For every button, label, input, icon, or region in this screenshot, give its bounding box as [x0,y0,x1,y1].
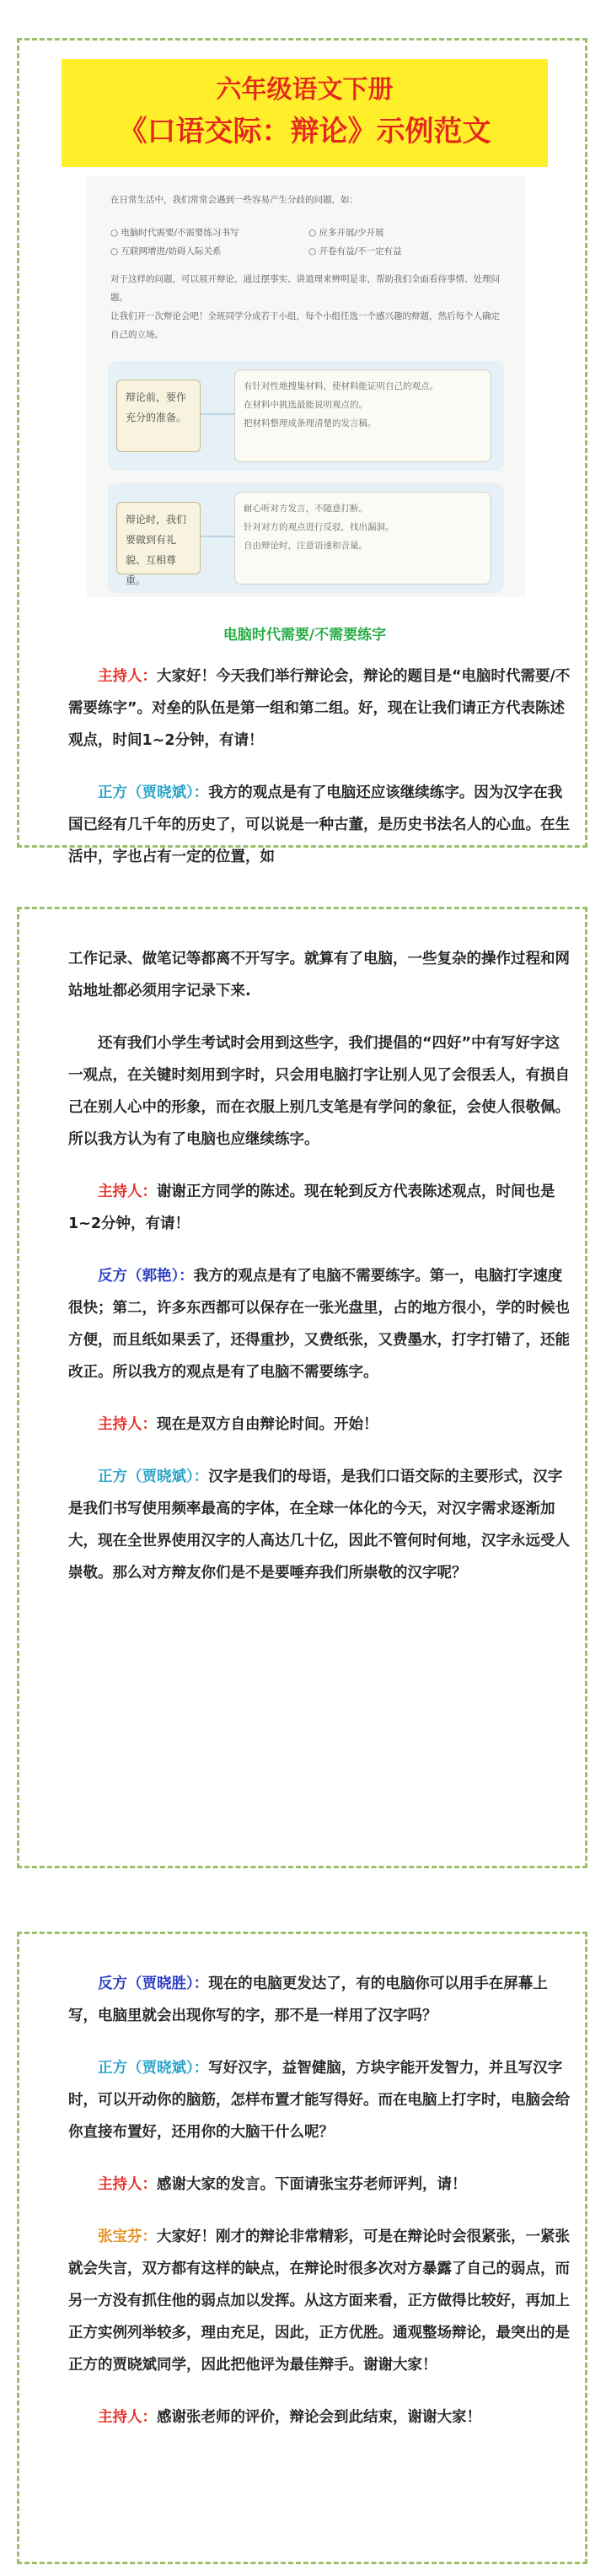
banner-subtitle: 《口语交际：辩论》示例范文 [118,115,491,148]
speech-text: 谢谢正方同学的陈述。现在轮到反方代表陈述观点，时间也是1~2分钟，有请！ [68,1183,555,1232]
speech-text: 写好汉字，益智健脑，方块字能开发智力，并且写汉字时，可以开动你的脑筋，怎样布置才能写得好。而在电脑上打字时，电脑会给你直接布置好，还用你的大脑干什么呢？ [68,2060,570,2141]
speech-text: 大家好！今天我们举行辩论会，辩论的题目是“电脑时代需要/不需要练字”。对垒的队伍是第一组和第二组。好，现在让我们请正方代表陈述观点，时间1~2分钟，有请！ [68,668,571,749]
textbook-paragraphs [110,270,507,344]
dialogue-para [68,660,574,757]
dialogue-para [68,943,574,1007]
speaker-label: 主持人： [98,2176,157,2193]
tip-line: 耐心听对方发言，不随意打断。 [244,504,367,514]
textbook-para: 让我们开一次辩论会吧！全班同学分成若干小组，每个小组任选一个感兴趣的辩题，然后每个人确定自己的立场。 [110,311,500,340]
textbook-bullet: ○ 电脑时代需要/不需要练习书写 [110,228,239,238]
speaker-label: 主持人： [98,1183,157,1200]
page-card-1 [17,38,587,865]
connector-line [201,413,234,415]
tip-line: 自由辩论时，注意语速和音量。 [244,541,367,551]
speech-text: 还有我们小学生考试时会用到这些字，我们提倡的“四好”中有写好字这一观点，在关键时刻用到字时，只会用电脑打字让别人见了会很丢人，有损自己在别人心中的形象，而在衣服上别几支笔是有学问的象征，会使人很敬佩。所以我方认为有了电脑也应继续练字。 [68,1035,570,1148]
scroll-label: 辩论时，我们要做到有礼貌、互相尊重。 [116,502,201,574]
dialogue-para [68,1409,574,1441]
tip-line: 在材料中挑选最能说明观点的。 [244,400,367,410]
dialogue-para [68,777,574,873]
dialogue-block-2 [68,943,574,1609]
dialogue-para [68,2169,574,2201]
dialogue-para [68,1260,574,1388]
speaker-label: 主持人： [98,2409,157,2426]
dialogue-para [68,2401,574,2433]
dialogue-para [68,2221,574,2381]
textbook-bullets [110,224,507,260]
page-card-3 [17,1932,587,2564]
tips-notes [234,369,491,462]
speaker-label: 反方（郭艳）： [98,1268,194,1285]
tips-panel-before [108,361,504,471]
textbook-excerpt [87,175,525,597]
speaker-label: 正方（贾晓斌）： [98,784,209,801]
speaker-label: 反方（贾晓胜）： [98,1975,209,1992]
speech-text: 大家好！刚才的辩论非常精彩，可是在辩论时会很紧张，一紧张就会失言，双方都有这样的缺点，在辩论时很多次对方暴露了自己的弱点，而另一方没有抓住他的弱点加以发挥。从这方面来看，正方做得比较好，再加上正方实例列举较多，理由充足，因此，正方优胜。通观整场辩论，最突出的是正方的贾晓斌同学，因此把他评为最佳辩手。谢谢大家！ [68,2228,570,2374]
banner-title: 六年级语文下册 [216,75,394,105]
speaker-label: 主持人： [98,668,157,685]
page-card-2 [17,907,587,1868]
tip-line: 把材料整理成条理清楚的发言稿。 [244,418,377,428]
title-banner [62,59,548,167]
speech-text: 感谢大家的发言。下面请张宝芬老师评判，请！ [157,2176,467,2193]
textbook-intro: 在日常生活中，我们常常会遇到一些容易产生分歧的问题，如： [110,195,358,205]
speech-text: 工作记录、做笔记等都离不开写字。就算有了电脑，一些复杂的操作过程和网站地址都必须用字记录下来. [68,951,570,1000]
textbook-bullet: ○ 互联网增进/妨碍人际关系 [110,246,222,256]
textbook-bullet: ○ 应多开展/少开展 [308,228,384,238]
speaker-label: 正方（贾晓斌）： [98,2060,209,2077]
speech-text: 我方的观点是有了电脑不需要练字。第一，电脑打字速度很快；第二，许多东西都可以保存在一张光盘里，占的地方很小，学的时候也方便，而且纸如果丢了，还得重抄，又费纸张，又费墨水，打字打错了，还能改正。所以我方的观点是有了电脑不需要练字。 [68,1268,570,1381]
dialogue-para [68,1176,574,1240]
speech-text: 我方的观点是有了电脑还应该继续练字。因为汉字在我国已经有几千年的历史了，可以说是一种古董，是历史书法名人的心血。在生活中，字也占有一定的位置，如 [68,784,570,865]
dialogue-para [68,1461,574,1589]
textbook-para: 对于这样的问题，可以展开辩论，通过摆事实、讲道理来辨明是非，帮助我们全面看待事情、处理问题。 [110,274,500,303]
connector-line [201,536,234,537]
dialogue-para [68,1027,574,1156]
speech-text: 感谢张老师的评价，辩论会到此结束，谢谢大家！ [157,2409,481,2426]
textbook-bullet: ○ 开卷有益/不一定有益 [308,246,402,256]
speaker-label: 主持人： [98,1416,157,1433]
dialogue-para [68,2052,574,2148]
speech-text: 现在的电脑更发达了，有的电脑你可以用手在屏幕上写，电脑里就会出现你写的字，那不是一样用了汉字吗？ [68,1975,548,2024]
tip-line: 针对对方的观点进行反驳，找出漏洞。 [244,522,394,532]
tips-panel-during [108,483,504,593]
tip-line: 有针对性地搜集材料，使材料能证明自己的观点。 [244,381,438,391]
tips-notes [234,492,491,585]
topic-title: 电脑时代需要/不需要练字 [223,627,387,644]
dialogue-block-3 [68,1968,574,2454]
speech-text: 现在是双方自由辩论时间。开始！ [157,1416,378,1433]
dialogue-para [68,1968,574,2032]
speech-text: 汉字是我们的母语，是我们口语交际的主要形式，汉字是我们书写使用频率最高的字体，在全球一体化的今天，对汉字需求逐渐加大，现在全世界使用汉字的人高达几十亿，因此不管何时何地，汉字永远受人崇敬。那么对方辩友你们是不是要唾弃我们所崇敬的汉字呢？ [68,1469,570,1582]
speaker-label: 张宝芬： [98,2228,157,2245]
dialogue-block-1 [68,660,574,893]
scroll-label: 辩论前，要作充分的准备。 [116,380,201,452]
speaker-label: 正方（贾晓斌）： [98,1469,209,1485]
